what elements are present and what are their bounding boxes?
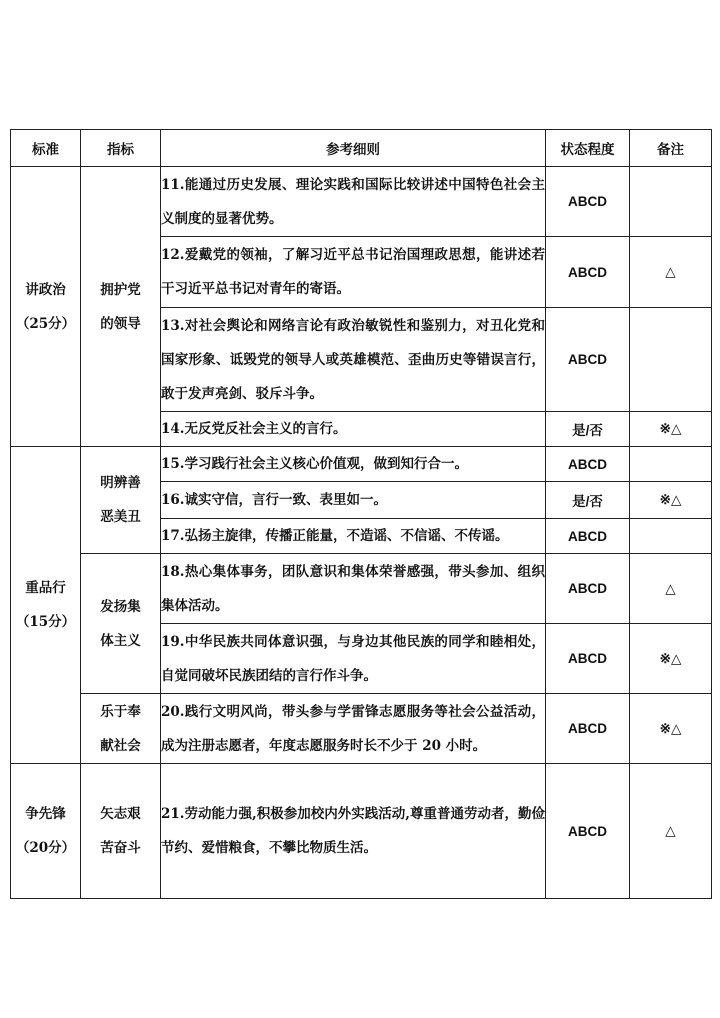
- detail-cell: 21.劳动能力强,积极参加校内外实践活动,尊重普通劳动者，勤俭节约、爱惜粮食，不攀比物质生活。: [161, 764, 546, 899]
- standard-name: 讲政治: [25, 281, 66, 298]
- standard-name: 争先锋: [25, 806, 66, 822]
- note-cell: ※△: [630, 412, 712, 447]
- note-cell: ※△: [630, 694, 712, 764]
- indicator-line: 苦奋斗: [100, 840, 141, 856]
- header-standard: 标准: [11, 130, 81, 167]
- indicator-line: 乐于奉: [100, 703, 141, 720]
- detail-cell: 20.践行文明风尚，带头参与学雷锋志愿服务等社会公益活动，成为注册志愿者，年度志愿服务时长不少于 20 小时。: [161, 694, 546, 764]
- indicator-line: 的领导: [100, 315, 141, 332]
- detail-cell: 13.对社会舆论和网络言论有政治敏锐性和鉴别力，对丑化党和国家形象、诋毁党的领导人或英雄模范、歪曲历史等错误言行，敢于发声亮剑、驳斥斗争。: [161, 308, 546, 412]
- indicator-line: 体主义: [100, 632, 141, 649]
- indicator-cell: [81, 694, 161, 764]
- header-indicator: 指标: [81, 130, 161, 167]
- table-row: [11, 554, 712, 624]
- table-row: [11, 764, 712, 899]
- detail-cell: 18.热心集体事务，团队意识和集体荣誉感强，带头参加、组织集体活动。: [161, 554, 546, 624]
- status-cell: ABCD: [546, 764, 630, 899]
- indicator-line: 恶美丑: [100, 509, 141, 525]
- table-row: [11, 447, 712, 482]
- note-cell: △: [630, 764, 712, 899]
- indicator-line: 献社会: [100, 737, 141, 754]
- header-status: 状态程度: [546, 130, 630, 167]
- standard-score: （15分）: [15, 614, 76, 630]
- status-cell: ABCD: [546, 447, 630, 482]
- detail-cell: 12.爱戴党的领袖，了解习近平总书记治国理政思想，能讲述若干习近平总书记对青年的寄语。: [161, 237, 546, 308]
- detail-cell: 19.中华民族共同体意识强，与身边其他民族的同学和睦相处，自觉同破坏民族团结的言行作斗争。: [161, 624, 546, 694]
- detail-cell: 11.能通过历史发展、理论实践和国际比较讲述中国特色社会主义制度的显著优势。: [161, 167, 546, 237]
- table-row: [11, 167, 712, 237]
- status-cell: 是/否: [546, 412, 630, 447]
- standard-score: （25分）: [15, 315, 76, 332]
- status-cell: ABCD: [546, 694, 630, 764]
- note-cell: △: [630, 554, 712, 624]
- detail-cell: 16.诚实守信，言行一致、表里如一。: [161, 482, 546, 519]
- status-cell: 是/否: [546, 482, 630, 519]
- standard-score: （20分）: [15, 840, 76, 856]
- status-cell: ABCD: [546, 308, 630, 412]
- note-cell: ※△: [630, 482, 712, 519]
- standard-cell: [11, 447, 81, 764]
- indicator-line: 发扬集: [100, 598, 141, 615]
- indicator-line: 矢志艰: [100, 806, 141, 822]
- detail-cell: 14.无反党反社会主义的言行。: [161, 412, 546, 447]
- table-row: [11, 694, 712, 764]
- note-cell: [630, 167, 712, 237]
- status-cell: ABCD: [546, 237, 630, 308]
- header-row: [11, 130, 712, 167]
- standard-name: 重品行: [25, 580, 66, 596]
- note-cell: △: [630, 237, 712, 308]
- indicator-cell: [81, 764, 161, 899]
- detail-cell: 15.学习践行社会主义核心价值观，做到知行合一。: [161, 447, 546, 482]
- status-cell: ABCD: [546, 554, 630, 624]
- status-cell: ABCD: [546, 624, 630, 694]
- status-cell: ABCD: [546, 167, 630, 237]
- note-cell: [630, 447, 712, 482]
- note-cell: [630, 308, 712, 412]
- indicator-cell: [81, 167, 161, 447]
- note-cell: ※△: [630, 624, 712, 694]
- indicator-cell: [81, 554, 161, 694]
- note-cell: [630, 519, 712, 554]
- standard-cell: [11, 167, 81, 447]
- indicator-cell: [81, 447, 161, 554]
- evaluation-table: [10, 129, 712, 899]
- indicator-line: 拥护党: [100, 281, 141, 298]
- standard-cell: [11, 764, 81, 899]
- header-detail: 参考细则: [161, 130, 546, 167]
- header-note: 备注: [630, 130, 712, 167]
- status-cell: ABCD: [546, 519, 630, 554]
- indicator-line: 明辨善: [100, 475, 141, 491]
- detail-cell: 17.弘扬主旋律，传播正能量，不造谣、不信谣、不传谣。: [161, 519, 546, 554]
